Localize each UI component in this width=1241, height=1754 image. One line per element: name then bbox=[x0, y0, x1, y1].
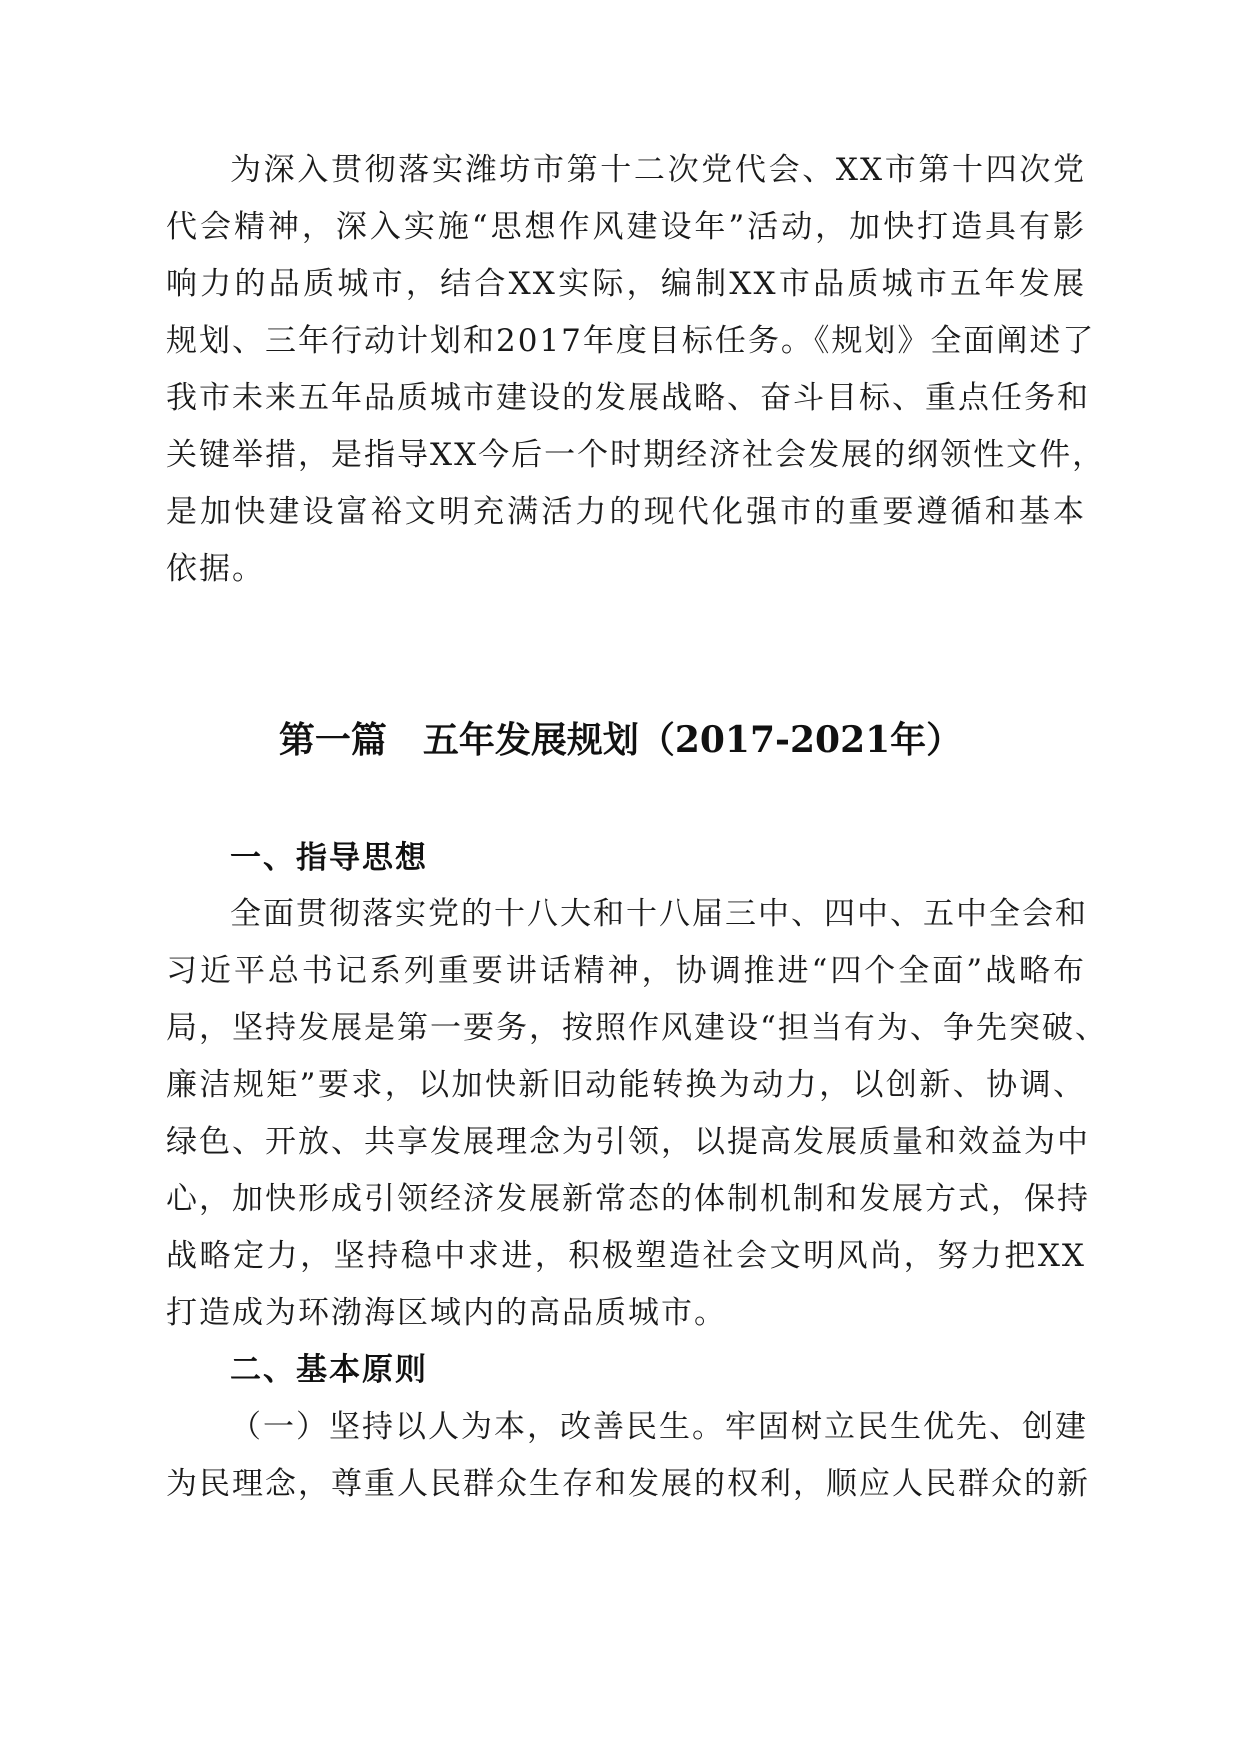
section-heading-basic-principles: 二、基本原则 bbox=[230, 1352, 428, 1388]
section1-line: 廉洁规矩”要求，以加快新旧动能转换为动力，以创新、协调、 bbox=[166, 1067, 1086, 1103]
section1-line: 心，加快形成引领经济发展新常态的体制机制和发展方式，保持 bbox=[166, 1181, 1090, 1217]
section1-line: 全面贯彻落实党的十八大和十八届三中、四中、五中全会和 bbox=[230, 896, 1088, 932]
section1-line: 局，坚持发展是第一要务，按照作风建设“担当有为、争先突破、 bbox=[166, 1010, 1108, 1046]
intro-line: 代会精神，深入实施“思想作风建设年”活动，加快打造具有影 bbox=[166, 209, 1086, 245]
section2-line: 为民理念，尊重人民群众生存和发展的权利，顺应人民群众的新 bbox=[166, 1466, 1090, 1502]
section2-line: （一）坚持以人为本，改善民生。牢固树立民生优先、创建 bbox=[230, 1409, 1088, 1445]
intro-line: 为深入贯彻落实潍坊市第十二次党代会、XX市第十四次党 bbox=[230, 152, 1086, 188]
section1-line: 绿色、开放、共享发展理念为引领，以提高发展质量和效益为中 bbox=[166, 1124, 1090, 1160]
section1-line: 战略定力，坚持稳中求进，积极塑造社会文明风尚，努力把XX bbox=[166, 1238, 1086, 1274]
section-heading-guiding-ideology: 一、指导思想 bbox=[230, 840, 428, 876]
part-title: 第一篇 五年发展规划（2017-2021年） bbox=[278, 719, 963, 761]
intro-line: 我市未来五年品质城市建设的发展战略、奋斗目标、重点任务和 bbox=[166, 380, 1090, 416]
intro-line: 响力的品质城市，结合XX实际，编制XX市品质城市五年发展 bbox=[166, 266, 1086, 302]
intro-line: 关键举措，是指导XX今后一个时期经济社会发展的纲领性文件， bbox=[166, 437, 1106, 473]
section1-line: 打造成为环渤海区域内的高品质城市。 bbox=[166, 1295, 727, 1331]
intro-line: 依据。 bbox=[166, 551, 265, 587]
section1-line: 习近平总书记系列重要讲话精神，协调推进“四个全面”战略布 bbox=[166, 953, 1086, 989]
intro-line: 规划、三年行动计划和2017年度目标任务。《规划》全面阐述了 bbox=[166, 323, 1096, 359]
intro-line: 是加快建设富裕文明充满活力的现代化强市的重要遵循和基本 bbox=[166, 494, 1086, 530]
